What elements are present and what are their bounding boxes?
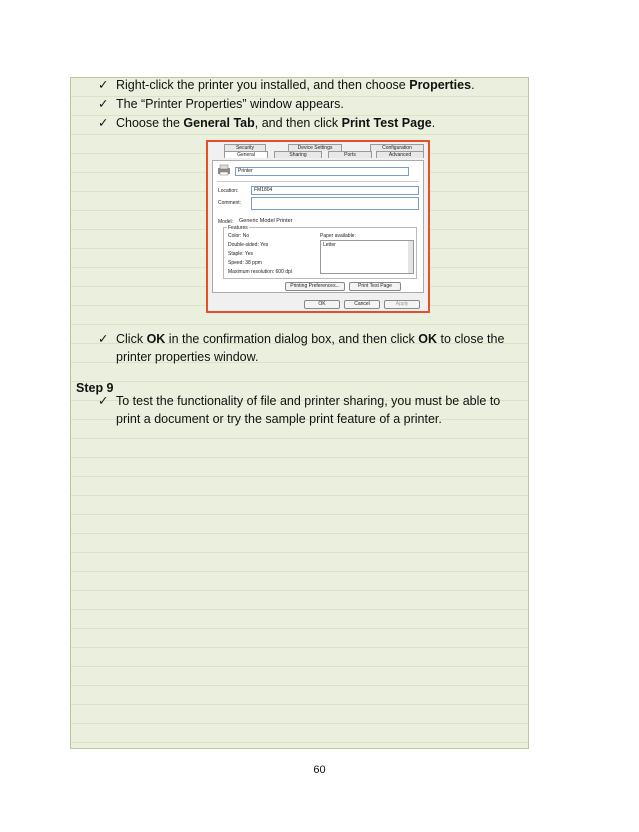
paper-value: Letter xyxy=(323,242,336,248)
comment-field xyxy=(251,197,419,210)
model-label: Model: xyxy=(218,219,234,225)
features-label: Features xyxy=(228,225,248,231)
tab-security: Security xyxy=(224,144,266,151)
bullet-general-tab: ✓ Choose the General Tab, and then click Print Test Page. xyxy=(98,116,436,130)
print-test-page-button: Print Test Page xyxy=(349,282,401,291)
checkmark-icon: ✓ xyxy=(98,394,109,408)
checkmark-icon: ✓ xyxy=(98,97,109,111)
printer-icon xyxy=(217,164,231,176)
bullet-click-ok: ✓ Click OK in the confirmation dialog box, and then click OK to close the xyxy=(98,332,505,346)
apply-button: Apply xyxy=(384,300,420,309)
tab-sharing: Sharing xyxy=(274,151,322,158)
feature-resolution: Maximum resolution: 600 dpi xyxy=(228,269,292,275)
location-field: FM1804 xyxy=(251,186,419,195)
paper-list xyxy=(320,240,414,274)
checkmark-icon: ✓ xyxy=(98,116,109,130)
model-value: Generic Model Printer xyxy=(239,218,293,224)
checkmark-icon: ✓ xyxy=(98,78,109,92)
feature-color: Color: No xyxy=(228,233,250,239)
printer-properties-screenshot xyxy=(206,140,430,313)
bullet-properties: ✓ Right-click the printer you installed, and then choose Properties. xyxy=(98,78,475,92)
cancel-button: Cancel xyxy=(344,300,380,309)
paper-label: Paper available: xyxy=(320,233,356,239)
comment-label: Comment: xyxy=(218,200,242,206)
ok-button: OK xyxy=(304,300,340,309)
page-number: 60 xyxy=(313,764,326,776)
step-heading: Step 9 xyxy=(76,381,114,395)
general-pane xyxy=(212,160,424,293)
printer-name-field: Printer xyxy=(235,167,409,176)
tab-device-settings: Device Settings xyxy=(288,144,342,151)
bullet-step9-line2: print a document or try the sample print feature of a printer. xyxy=(116,412,442,426)
feature-staple: Staple: Yes xyxy=(228,251,254,257)
printing-preferences-button: Printing Preferences... xyxy=(285,282,345,291)
checkmark-icon: ✓ xyxy=(98,332,109,346)
tab-configuration: Configuration xyxy=(370,144,424,151)
tab-general: General xyxy=(224,151,268,158)
tab-ports: Ports xyxy=(328,151,372,158)
feature-speed: Speed: 38 ppm xyxy=(228,260,262,266)
tab-advanced: Advanced xyxy=(376,151,424,158)
location-label: Location: xyxy=(218,188,239,194)
bullet-step9: ✓ To test the functionality of file and printer sharing, you must be able to xyxy=(98,394,501,408)
bullet-window-appears: ✓ The “Printer Properties” window appears. xyxy=(98,97,344,111)
paper-scrollbar xyxy=(408,241,413,273)
bullet-click-ok-line2: printer properties window. xyxy=(116,350,259,364)
features-group xyxy=(223,227,417,279)
feature-double-sided: Double-sided: Yes xyxy=(228,242,269,248)
